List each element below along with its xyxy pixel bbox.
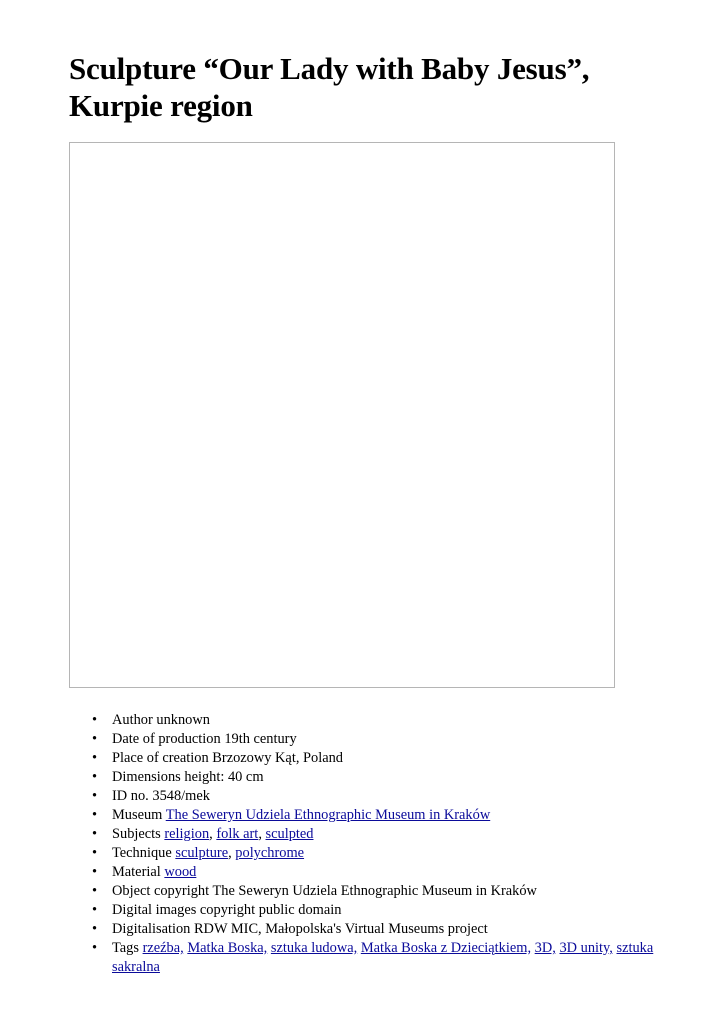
- detail-label: Tags: [112, 940, 139, 956]
- detail-place: [88, 749, 678, 768]
- page-title: Sculpture “Our Lady with Baby Jesus”, Kurpie region: [69, 51, 590, 123]
- bullet-icon: •: [92, 750, 98, 766]
- detail-value: unknown: [156, 712, 210, 728]
- detail-technique: [88, 844, 678, 863]
- technique-link-sculpture[interactable]: sculpture: [175, 845, 229, 861]
- detail-label: Author: [112, 712, 153, 728]
- bullet-icon: •: [92, 769, 98, 785]
- bullet-icon: •: [92, 883, 98, 899]
- detail-dimensions: [88, 768, 678, 787]
- detail-id: [88, 787, 678, 806]
- detail-label: ID no.: [112, 788, 149, 804]
- detail-material: [88, 863, 678, 882]
- detail-value: 19th century: [224, 731, 297, 747]
- detail-images-copyright: [88, 901, 678, 920]
- tag-link[interactable]: Matka Boska z Dzieciątkiem,: [360, 940, 532, 956]
- detail-value: The Seweryn Udziela Ethnographic Museum in Kraków: [212, 883, 537, 899]
- subject-link-religion[interactable]: religion: [164, 826, 210, 842]
- detail-label: Technique: [112, 845, 172, 861]
- detail-label: Material: [112, 864, 161, 880]
- tag-link[interactable]: rzeźba,: [142, 940, 184, 956]
- detail-label: Museum: [112, 807, 163, 823]
- bullet-icon: •: [92, 712, 98, 728]
- object-details-list: [88, 711, 678, 977]
- bullet-icon: •: [92, 902, 98, 918]
- detail-label: Date of production: [112, 731, 221, 747]
- detail-value: height: 40 cm: [184, 769, 264, 785]
- detail-label: Dimensions: [112, 769, 181, 785]
- museum-link[interactable]: The Seweryn Udziela Ethnographic Museum in Kraków: [165, 807, 491, 823]
- tag-link[interactable]: sztuka ludowa,: [270, 940, 358, 956]
- detail-subjects: [88, 825, 678, 844]
- detail-value: Brzozowy Kąt, Poland: [212, 750, 343, 766]
- detail-value: 3548/mek: [152, 788, 210, 804]
- detail-object-copyright: [88, 882, 678, 901]
- detail-author: [88, 711, 678, 730]
- detail-label: Place of creation: [112, 750, 209, 766]
- bullet-icon: •: [92, 731, 98, 747]
- bullet-icon: •: [92, 864, 98, 880]
- detail-value: public domain: [258, 902, 342, 918]
- subject-link-sculpted[interactable]: sculpted: [265, 826, 314, 842]
- bullet-icon: •: [92, 788, 98, 804]
- technique-link-polychrome[interactable]: polychrome: [235, 845, 305, 861]
- detail-date: [88, 730, 678, 749]
- tag-link[interactable]: 3D,: [534, 940, 556, 956]
- sculpture-image-placeholder: [69, 142, 615, 688]
- bullet-icon: •: [92, 940, 98, 956]
- detail-value: RDW MIC, Małopolska's Virtual Museums project: [193, 921, 488, 937]
- detail-digitalisation: [88, 920, 678, 939]
- tag-link[interactable]: Matka Boska,: [187, 940, 268, 956]
- detail-label: Digital images copyright: [112, 902, 256, 918]
- bullet-icon: •: [92, 845, 98, 861]
- bullet-icon: •: [92, 921, 98, 937]
- material-link-wood[interactable]: wood: [164, 864, 197, 880]
- bullet-icon: •: [92, 807, 98, 823]
- tag-link[interactable]: 3D unity,: [559, 940, 613, 956]
- bullet-icon: •: [92, 826, 98, 842]
- detail-label: Digitalisation: [112, 921, 191, 937]
- detail-tags: [88, 939, 678, 977]
- tag-link[interactable]: sztuka sakralna: [112, 940, 654, 975]
- separator: ,: [258, 826, 266, 842]
- detail-museum: [88, 806, 678, 825]
- separator: ,: [228, 845, 236, 861]
- detail-label: Subjects: [112, 826, 161, 842]
- detail-label: Object copyright: [112, 883, 210, 899]
- subject-link-folk-art[interactable]: folk art: [216, 826, 259, 842]
- separator: ,: [209, 826, 217, 842]
